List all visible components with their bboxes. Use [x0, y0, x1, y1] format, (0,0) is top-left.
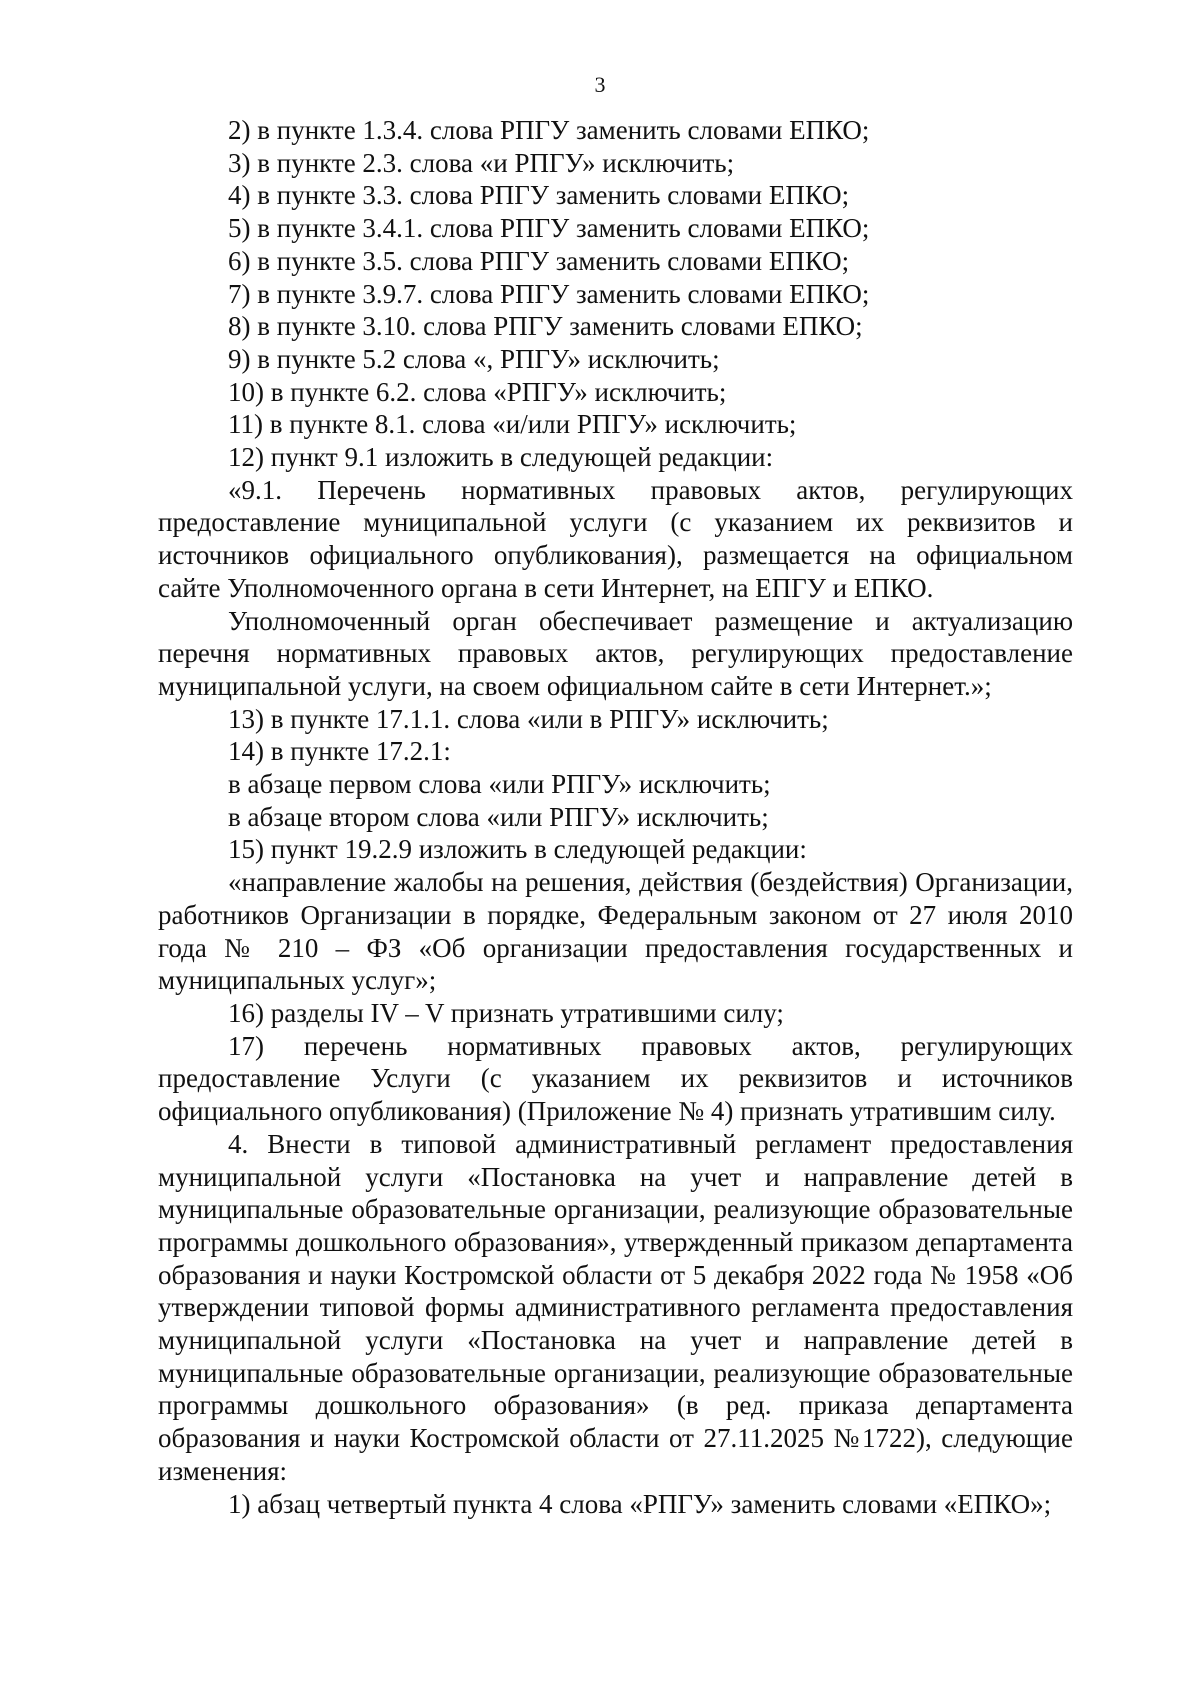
list-item: 4) в пункте 3.3. слова РПГУ заменить словами ЕПКО; — [228, 180, 850, 211]
list-item: в абзаце первом слова «или РПГУ» исключить; — [228, 769, 771, 800]
paragraph-section-4-item-1: 1) абзац четвертый пункта 4 слова «РПГУ» заменить словами «ЕПКО»; — [228, 1488, 1052, 1519]
list-item: 16) разделы IV – V признать утратившими силу; — [228, 997, 784, 1028]
list-item: 7) в пункте 3.9.7. слова РПГУ заменить словами ЕПКО; — [228, 278, 870, 309]
list-item: 10) в пункте 6.2. слова «РПГУ» исключить; — [228, 376, 727, 407]
list-item: в абзаце втором слова «или РПГУ» исключить; — [228, 801, 769, 832]
paragraph-item-17: 17) перечень нормативных правовых актов, регулирующих предоставление Услуги (с указанием их реквизитов и источников официального опубликования) (Приложение № 4) признать утратившим силу. — [158, 1030, 1073, 1127]
list-item: 15) пункт 19.2.9 изложить в следующей редакции: — [228, 834, 807, 865]
list-item: 12) пункт 9.1 изложить в следующей редакции: — [228, 442, 774, 473]
paragraph-9-1: «9.1. Перечень нормативных правовых актов, регулирующих предоставление муниципальной услуги (с указанием их реквизитов и источников официального опубликования), размещается на официальном сайте Уполномоченного органа в сети Интернет, на ЕПГУ и ЕПКО. — [158, 474, 1073, 603]
list-item: 8) в пункте 3.10. слова РПГУ заменить словами ЕПКО; — [228, 311, 863, 342]
list-item: 6) в пункте 3.5. слова РПГУ заменить словами ЕПКО; — [228, 245, 850, 276]
paragraph-9-1-continued: Уполномоченный орган обеспечивает размещение и актуализацию перечня нормативных правовых актов, регулирующих предоставление муниципальной услуги, на своем официальном сайте в сети Интернет.»; — [158, 605, 1073, 701]
list-item: 3) в пункте 2.3. слова «и РПГУ» исключить; — [228, 147, 735, 178]
list-item: 2) в пункте 1.3.4. слова РПГУ заменить словами ЕПКО; — [228, 115, 870, 145]
document-body — [158, 114, 1073, 1520]
list-item: 14) в пункте 17.2.1: — [228, 736, 451, 767]
paragraph-section-4: 4. Внести в типовой административный регламент предоставления муниципальной услуги «Постановка на учет и направление детей в муниципальные образовательные организации, реализующие образовательные программы дошкольного образования», утвержденный приказом департамента образования и науки Костромской области от 5 декабря 2022 года № 1958 «Об утверждении типовой формы административного регламента предоставления муниципальной услуги «Постановка на учет и направление детей в муниципальные образовательные организации, реализующие образовательные программы дошкольного образования» (в ред. приказа департамента образования и науки Костромской области от 27.11.2025 №1722), следующие изменения: — [158, 1128, 1073, 1486]
paragraph-19-2-9: «направление жалобы на решения, действия (бездействия) Организации, работников Организации в порядке, Федеральным законом от 27 июля 2010 года № 210 – ФЗ «Об организации предоставления государственных и муниципальных услуг»; — [158, 867, 1073, 996]
list-item: 5) в пункте 3.4.1. слова РПГУ заменить словами ЕПКО; — [228, 213, 870, 244]
list-item: 11) в пункте 8.1. слова «и/или РПГУ» исключить; — [228, 409, 797, 440]
list-item: 13) в пункте 17.1.1. слова «или в РПГУ» исключить; — [228, 703, 829, 734]
page-number: 3 — [594, 72, 606, 97]
list-item: 9) в пункте 5.2 слова «, РПГУ» исключить; — [228, 343, 720, 374]
